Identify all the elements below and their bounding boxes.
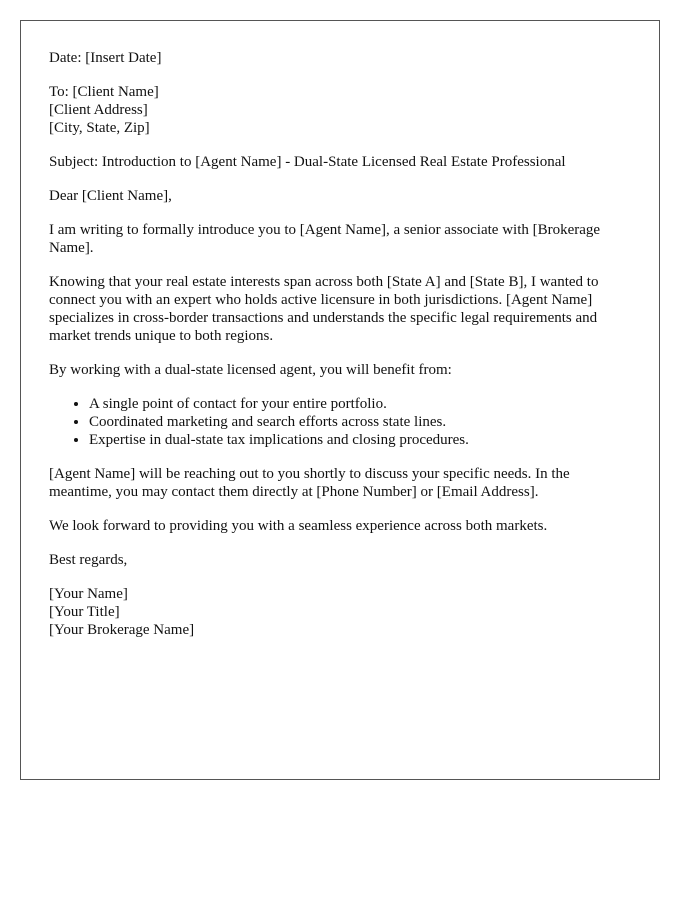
benefits-list bbox=[49, 395, 631, 449]
letter-subject: Subject: Introduction to [Agent Name] - Dual-State Licensed Real Estate Professional bbox=[49, 154, 566, 170]
closing-paragraph: We look forward to providing you with a seamless experience across both markets. bbox=[49, 518, 548, 534]
letter-salutation: Dear [Client Name], bbox=[49, 188, 172, 204]
signature-title: [Your Title] bbox=[49, 604, 120, 620]
recipient-block bbox=[49, 83, 631, 137]
benefit-item: • Coordinated marketing and search efforts across state lines. bbox=[89, 413, 631, 431]
benefits-intro-paragraph: By working with a dual-state licensed agent, you will benefit from: bbox=[49, 362, 452, 378]
signature-block bbox=[49, 585, 631, 639]
signature-name: [Your Name] bbox=[49, 586, 128, 602]
recipient-address: [Client Address] bbox=[49, 102, 148, 118]
letter-signoff: Best regards, bbox=[49, 552, 128, 568]
interests-paragraph: Knowing that your real estate interests span across both [State A] and [State B], I wanted to connect you with an expert who holds active licensure in both jurisdictions. [Agent Name] specializes in cross-border transactions and understands the specific legal requirements and market trends unique to both regions. bbox=[49, 274, 599, 344]
signature-brokerage: [Your Brokerage Name] bbox=[49, 622, 195, 638]
letter-page bbox=[20, 20, 660, 780]
recipient-to: To: [Client Name] bbox=[49, 84, 159, 100]
contact-paragraph: [Agent Name] will be reaching out to you shortly to discuss your specific needs. In the meantime, you may contact them directly at [Phone Number] or [Email Address]. bbox=[49, 466, 570, 500]
intro-paragraph: I am writing to formally introduce you to [Agent Name], a senior associate with [Brokerage Name]. bbox=[49, 222, 601, 256]
recipient-city-state-zip: [City, State, Zip] bbox=[49, 120, 150, 136]
benefit-item: • A single point of contact for your entire portfolio. bbox=[89, 395, 631, 413]
letter-date: Date: [Insert Date] bbox=[49, 50, 162, 66]
benefit-item: • Expertise in dual-state tax implications and closing procedures. bbox=[89, 431, 631, 449]
